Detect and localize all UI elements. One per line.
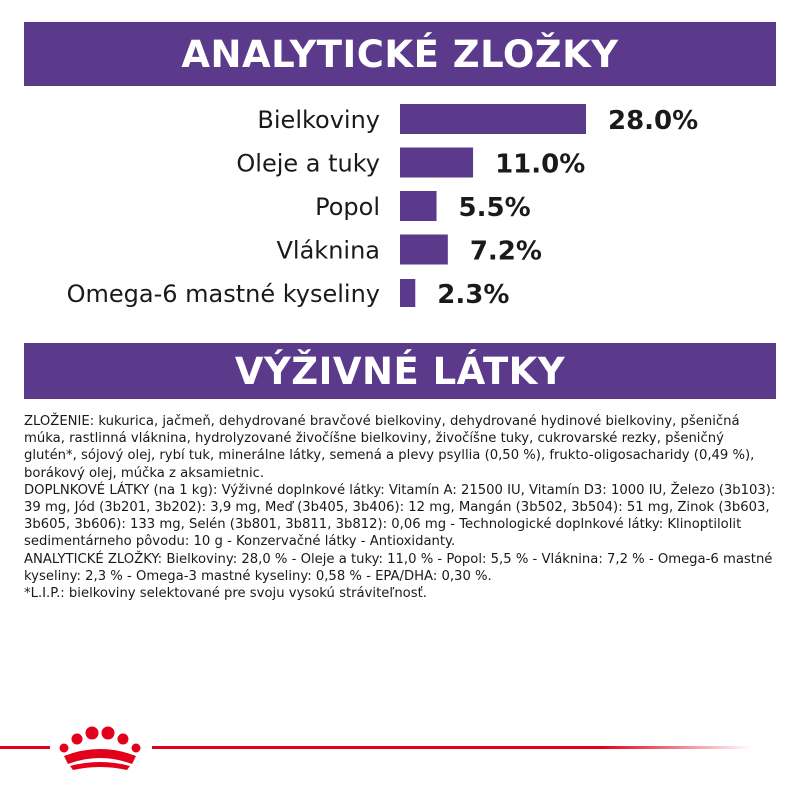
value-label: 7.2% [469,236,542,267]
royal-crown-logo-icon [60,727,141,771]
value-label: 5.5% [458,193,531,223]
bar [400,104,586,134]
composition-paragraph-analytical: ANALYTICKÉ ZLOŽKY: Bielkoviny: 28,0 % - Oleje a tuky: 11,0 % - Popol: 5,5 % - Vláknina: 7,2 % - Omega-6 mastné kyseliny: 2,3 % - Omega-3 mastné kyseliny: 0,58 % - EPA/DHA: 0,30 %. [24,551,773,584]
analytical-components-banner [24,22,776,86]
category-label: Vláknina [276,236,380,265]
composition-paragraph-additives: DOPLNKOVÉ LÁTKY (na 1 kg): Výživné doplnkové látky: Vitamín A: 21500 IU, Vitamín D3: 1000 IU, Železo (3b103): 39 mg, Jód (3b201, 3b202): 3,9 mg, Meď (3b405, 3b406): 12 mg, Mangán (3b502, 3b504): 51 mg, Zinok (3b603, 3b605, 3b606): 133 mg, Selén (3b801, 3b811, 3b812): 0,06 mg - Technologické doplnkové látky: Klinoptilolit sedimentárneho pôvodu: 10 g - Konzervačné látky - Antioxidanty. [24,482,776,550]
value-label: 28.0% [608,106,699,136]
nutrient-bar-chart [0,96,800,332]
nutrients-title: VÝŽIVNÉ LÁTKY [234,349,566,393]
value-label: 2.3% [437,280,510,310]
category-label: Omega-6 mastné kyseliny [66,280,380,308]
category-label: Popol [315,193,380,221]
value-label: 11.0% [495,149,586,180]
composition-paragraph-ingredients: ZLOŽENIE: kukurica, jačmeň, dehydrované bravčové bielkoviny, dehydrované hydinové bielkoviny, pšeničná múka, rastlinná vláknina, hydrolyzované živočíšne bielkoviny, živočíšne tuky, cukrovarské rezky, pšeničný glutén*, sójový olej, rybí tuk, minerálne látky, semená a plevy psyllia (0,50 %), frukto-oligosacharidy (0,49 %), borákový olej, múčka z aksamietnic. [24,414,755,481]
analytical-components-title: ANALYTICKÉ ZLOŽKY [181,32,619,76]
footer-brand-strip [0,724,800,774]
footer-red-line-right [152,746,752,749]
category-label: Oleje a tuky [236,149,380,178]
footer-red-line-left [0,746,50,749]
bar [400,235,448,265]
bar [400,148,473,178]
composition-paragraph-footnote: *L.I.P.: bielkoviny selektované pre svoju vysokú stráviteľnosť. [24,586,427,602]
composition-text [24,413,780,602]
category-label: Bielkoviny [257,106,380,134]
bar [400,279,415,307]
nutrients-banner [24,343,776,399]
bar [400,191,437,221]
